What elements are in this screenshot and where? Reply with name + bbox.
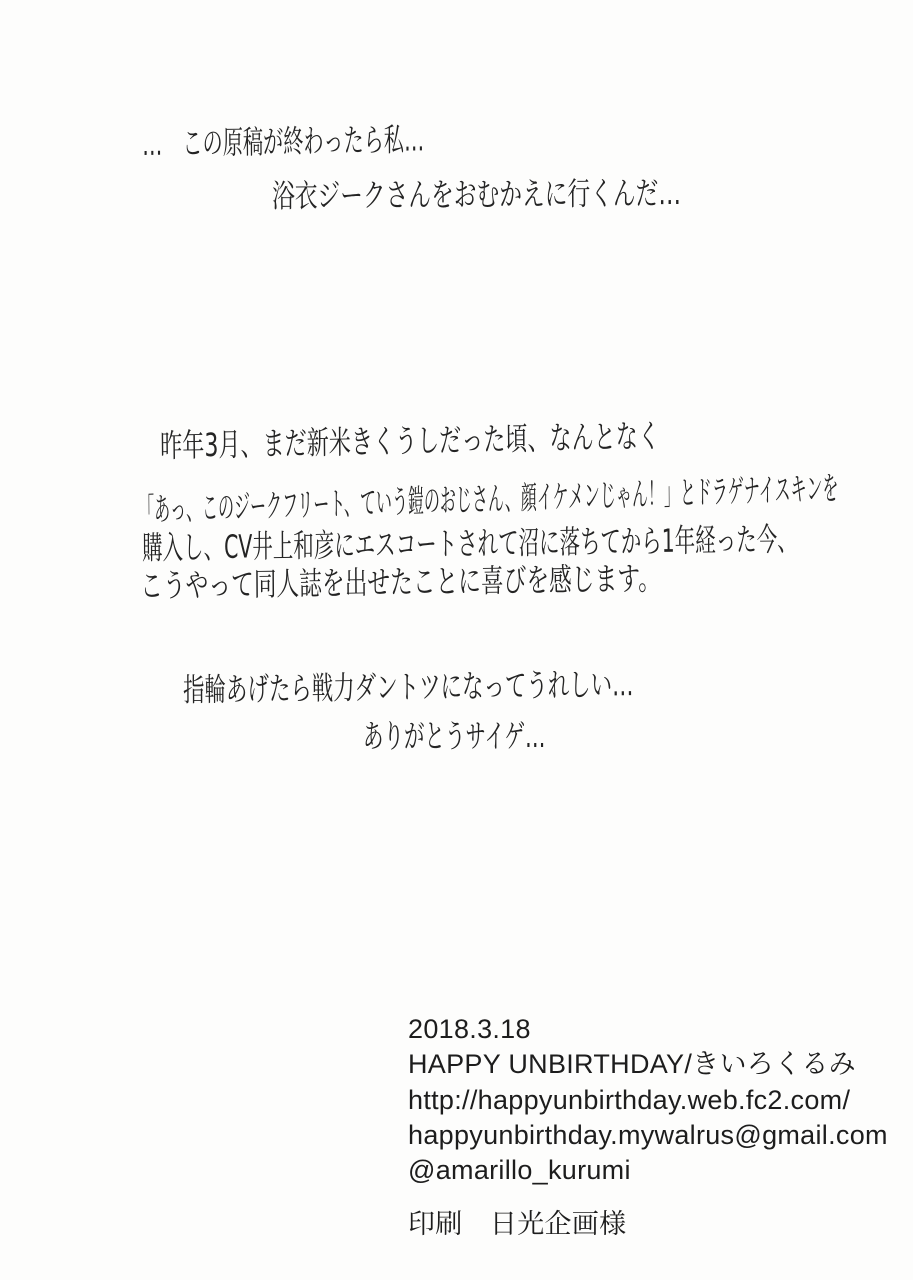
handwritten-line: 浴衣ジークさんをおむかえに行くんだ…: [272, 173, 682, 215]
colophon-date: 2018.3.18: [408, 1014, 531, 1044]
colophon-website-url: http://happyunbirthday.web.fc2.com/: [408, 1085, 851, 1115]
colophon-email: happyunbirthday.mywalrus@gmail.com: [408, 1120, 888, 1150]
handwritten-line: … この原稿が終わったら私…: [142, 120, 425, 163]
handwritten-line: 指輪あげたら戦力ダントツになってうれしい…: [183, 665, 634, 709]
handwritten-line: 「あっ、このジークフリート、ていう鎧のおじさん、顔イケメンじゃん！」とドラゲナイスキンを: [138, 468, 839, 529]
handwritten-line: こうやって同人誌を出せたことに喜びを感じます。: [140, 559, 662, 605]
handwritten-line: 昨年3月、まだ新米きくうしだった頃、なんとなく: [160, 416, 661, 465]
colophon-twitter-handle: @amarillo_kurumi: [408, 1155, 631, 1185]
handwritten-line: ありがとうサイゲ…: [363, 717, 546, 755]
colophon-printer-credit: 印刷 日光企画様: [408, 1209, 627, 1239]
handwritten-line: 購入し、CV井上和彦にエスコートされて沼に落ちてから1年経った今、: [142, 520, 798, 567]
colophon-circle-author: HAPPY UNBIRTHDAY/きいろくるみ: [408, 1049, 856, 1079]
